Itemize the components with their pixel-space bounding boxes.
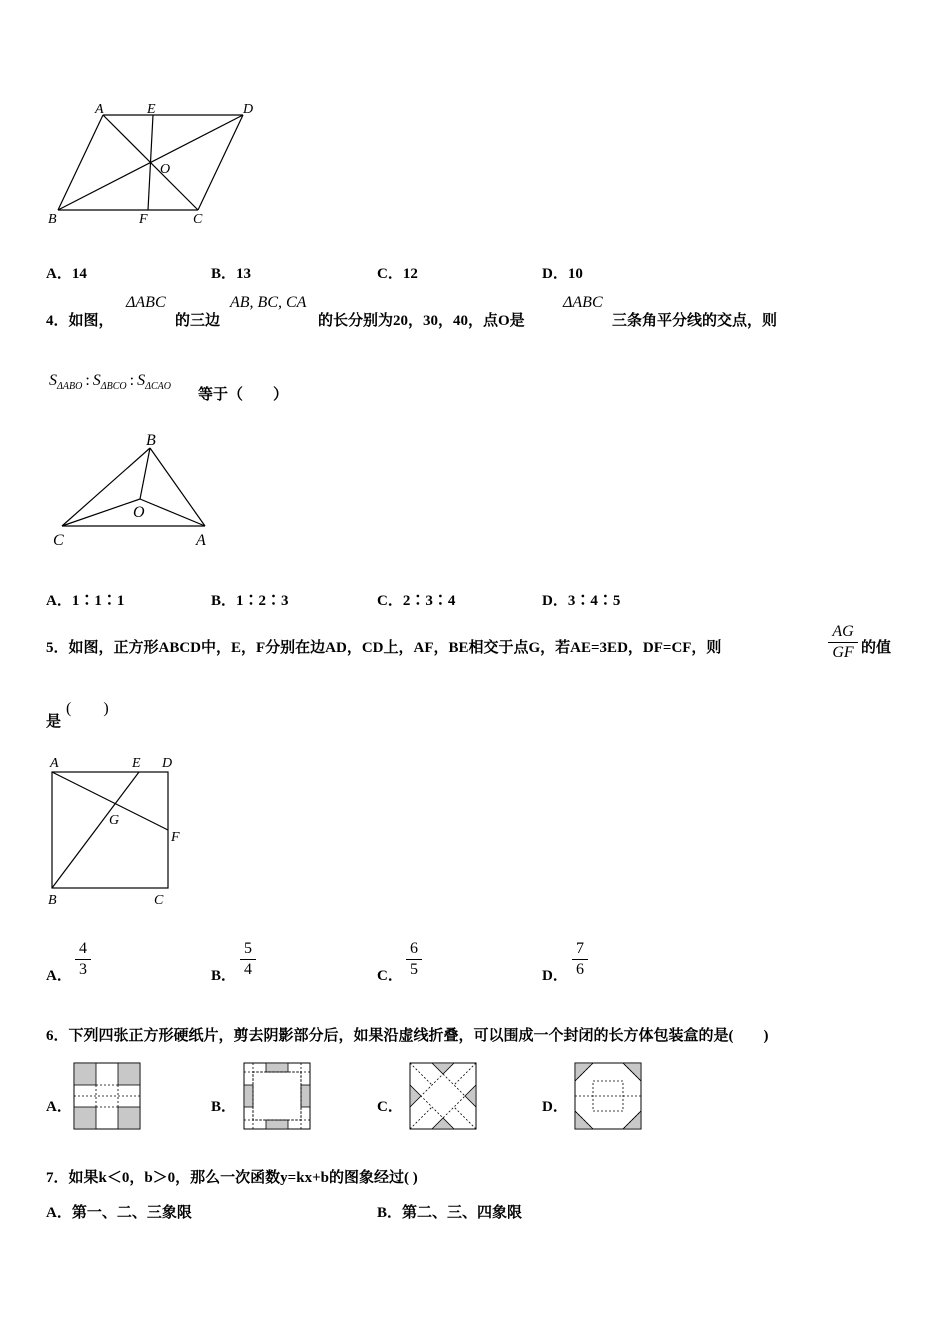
label-A: A: [95, 102, 104, 117]
label-C: C: [154, 893, 164, 908]
label-C: C: [53, 532, 64, 549]
q5-option-c-fraction: $\frac{6}{5}$: [406, 939, 422, 980]
q4-option-a[interactable]: A．1∶1∶1: [46, 593, 125, 609]
triangle-figure: [45, 428, 225, 553]
q4-area-ratio: $S_{\Delta ABO}$ : $S_{\Delta BCO}$ : $S_{\Delta CAO}$: [49, 372, 171, 392]
q6-option-c[interactable]: C．: [377, 1099, 403, 1115]
q6-figure-d: [573, 1061, 643, 1131]
label-D: D: [243, 102, 254, 117]
q4-triangle-abc-2: ΔABC: [563, 294, 603, 311]
q7-option-a[interactable]: A．第一、二、三象限: [46, 1205, 192, 1221]
label-A: A: [50, 756, 59, 771]
q5-text-line2: 是: [46, 714, 62, 730]
label-O: O: [160, 162, 171, 177]
label-F: F: [171, 830, 180, 845]
parallelogram-figure: [40, 95, 270, 235]
label-B: B: [146, 432, 156, 449]
label-E: E: [147, 102, 156, 117]
q7-option-b[interactable]: B．第二、三、四象限: [377, 1205, 523, 1221]
q5-option-d[interactable]: D．: [542, 968, 568, 984]
label-F: F: [139, 212, 148, 227]
q4-side-names: AB, BC, CA: [230, 294, 307, 311]
q6-figure-b: [242, 1061, 312, 1131]
q6-figure-c: [408, 1061, 478, 1131]
q3-option-d[interactable]: D．10: [542, 266, 583, 282]
q5-option-a-fraction: $\frac{4}{3}$: [75, 939, 91, 980]
q4-option-b[interactable]: B．1∶2∶3: [211, 593, 289, 609]
q4-number: 4．如图，: [46, 313, 114, 329]
q5-text-end: 的值: [861, 640, 892, 656]
q4-option-d[interactable]: D．3∶4∶5: [542, 593, 621, 609]
q6-option-b[interactable]: B．: [211, 1099, 237, 1115]
q5-option-a[interactable]: A．: [46, 968, 72, 984]
q6-text: 6．下列四张正方形硬纸片，剪去阴影部分后，如果沿虚线折叠，可以围成一个封闭的长方体包装盒的是( ): [46, 1028, 769, 1044]
q4-text-lengths: 的长分别为20，30，40，点O是: [318, 313, 525, 329]
q6-figure-a: [72, 1061, 142, 1131]
q3-option-c[interactable]: C．12: [377, 266, 418, 282]
q5-option-d-fraction: $\frac{7}{6}$: [572, 939, 588, 980]
q4-text-bisectors: 三条角平分线的交点，则: [612, 313, 778, 329]
label-B: B: [48, 893, 57, 908]
square-figure: [40, 750, 190, 910]
label-G: G: [109, 813, 120, 828]
label-D: D: [162, 756, 173, 771]
q3-option-b[interactable]: B．13: [211, 266, 252, 282]
label-B: B: [48, 212, 57, 227]
q5-text: 5．如图，正方形ABCD中，E，F分别在边AD，CD上，AF，BE相交于点G，若AE=3ED，DF=CF，则: [46, 640, 722, 656]
q6-option-a[interactable]: A．: [46, 1099, 72, 1115]
q3-option-a[interactable]: A．14: [46, 266, 87, 282]
q6-option-d[interactable]: D．: [542, 1099, 568, 1115]
q4-text-equals: 等于（ ）: [198, 387, 289, 403]
q4-option-c[interactable]: C．2∶3∶4: [377, 593, 456, 609]
label-A: A: [196, 532, 206, 549]
label-C: C: [193, 212, 203, 227]
q5-option-b[interactable]: B．: [211, 968, 237, 984]
label-O: O: [133, 504, 145, 521]
label-E: E: [132, 756, 141, 771]
q7-text: 7．如果k＜0，b＞0，那么一次函数y=kx+b的图象经过( ): [46, 1170, 418, 1186]
q4-triangle-abc: ΔABC: [126, 294, 166, 311]
q5-fraction-ag-gf: $\frac{AG}{GF}$: [828, 622, 858, 663]
q5-answer-paren: ( ): [66, 700, 109, 717]
q5-option-c[interactable]: C．: [377, 968, 403, 984]
q5-option-b-fraction: $\frac{5}{4}$: [240, 939, 256, 980]
q4-text-sides: 的三边: [175, 313, 221, 329]
